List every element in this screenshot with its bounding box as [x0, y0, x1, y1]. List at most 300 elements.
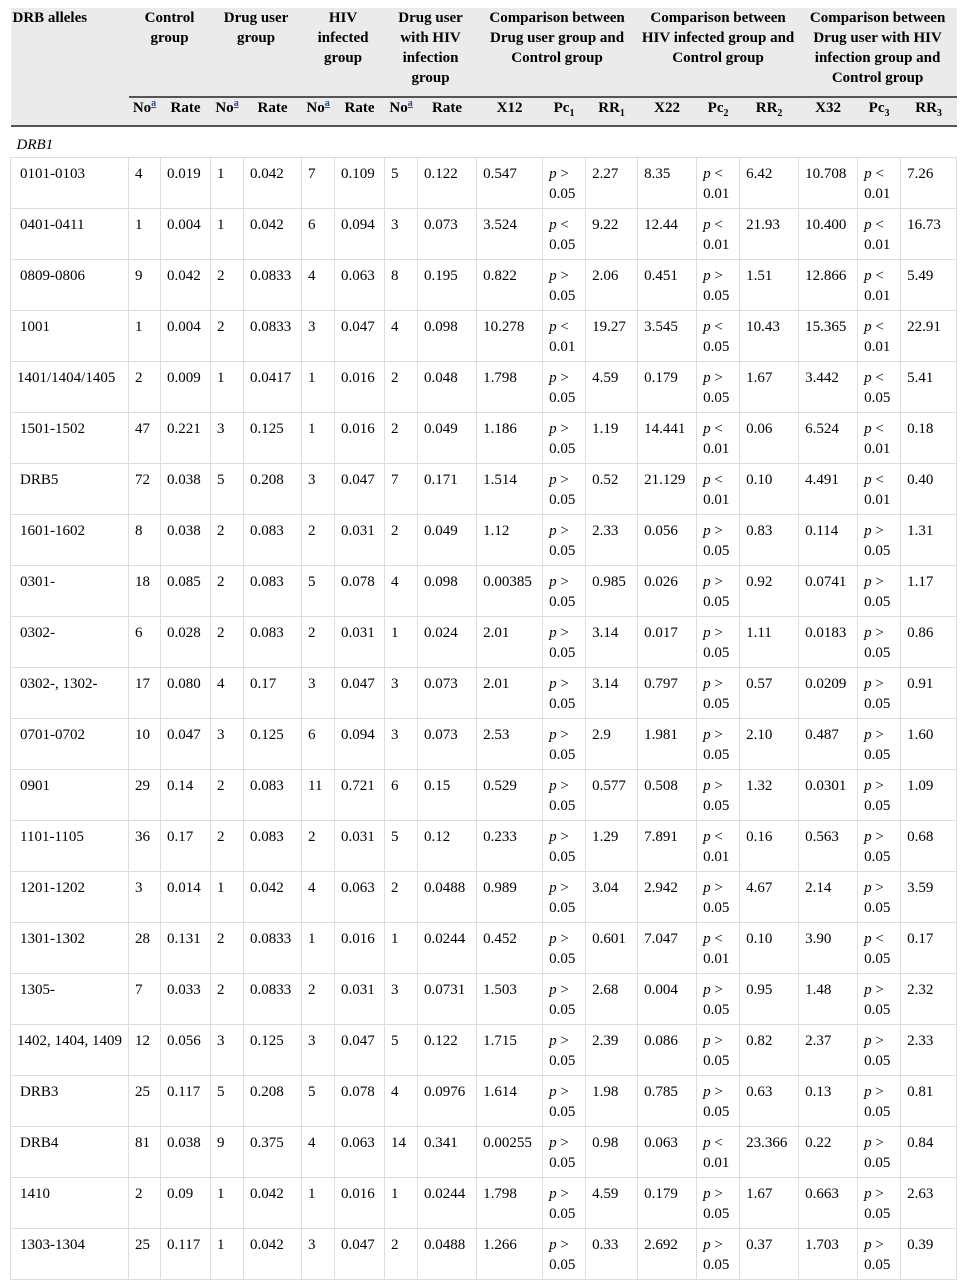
cell-hiv-no: 1 — [302, 412, 335, 463]
cell-rr1: 1.19 — [586, 412, 638, 463]
cell-control-rate: 0.09 — [161, 1177, 211, 1228]
cell-rr1: 0.577 — [586, 769, 638, 820]
cell-rr3: 2.32 — [901, 973, 957, 1024]
cell-pc1 — [543, 1024, 586, 1075]
cell-drug-no: 1 — [211, 208, 244, 259]
p-value: < 0.01 — [703, 828, 730, 865]
cell-x32: 0.0301 — [799, 769, 858, 820]
cell-drug-no: 3 — [211, 412, 244, 463]
cell-rr1: 2.68 — [586, 973, 638, 1024]
table-row — [11, 1126, 957, 1177]
cell-x32: 1.703 — [799, 1228, 858, 1279]
cell-pc3 — [858, 616, 901, 667]
allele-cell: 0302- — [11, 616, 129, 667]
cell-pc2 — [697, 871, 740, 922]
cell-pc1 — [543, 463, 586, 514]
cell-drug-no: 2 — [211, 514, 244, 565]
cell-hiv-rate: 0.047 — [335, 1024, 385, 1075]
cell-drug-no: 4 — [211, 667, 244, 718]
cell-drughiv-rate: 0.049 — [418, 514, 477, 565]
cell-rr1: 4.59 — [586, 1177, 638, 1228]
cell-control-no: 81 — [129, 1126, 161, 1177]
cell-x12: 3.524 — [477, 208, 543, 259]
footnote-a-link[interactable]: a — [233, 98, 239, 109]
cell-pc1 — [543, 412, 586, 463]
cell-pc2 — [697, 718, 740, 769]
p-symbol: p — [549, 573, 557, 590]
cell-drughiv-no: 5 — [385, 1024, 418, 1075]
cell-x22: 0.056 — [638, 514, 697, 565]
cell-pc3 — [858, 565, 901, 616]
cell-rr3: 0.18 — [901, 412, 957, 463]
p-symbol: p — [549, 726, 557, 743]
subheader-no: No$^a$ — [385, 97, 418, 126]
p-value: > 0.05 — [549, 624, 576, 661]
cell-pc3 — [858, 310, 901, 361]
p-symbol: p — [703, 318, 711, 335]
cell-control-no: 1 — [129, 310, 161, 361]
cell-x22: 0.026 — [638, 565, 697, 616]
cell-pc1 — [543, 259, 586, 310]
cell-control-no: 25 — [129, 1075, 161, 1126]
p-symbol: p — [703, 1083, 711, 1100]
cell-drug-no: 3 — [211, 718, 244, 769]
cell-control-rate: 0.117 — [161, 1228, 211, 1279]
cell-hiv-rate: 0.078 — [335, 565, 385, 616]
cell-pc2 — [697, 667, 740, 718]
cell-hiv-no: 2 — [302, 820, 335, 871]
cell-x22: 21.129 — [638, 463, 697, 514]
cell-x12: 1.503 — [477, 973, 543, 1024]
cell-pc1 — [543, 616, 586, 667]
p-symbol: p — [703, 1134, 711, 1151]
cell-pc1 — [543, 922, 586, 973]
p-symbol: p — [549, 828, 557, 845]
p-value: < 0.01 — [703, 420, 730, 457]
cell-rr1: 3.14 — [586, 667, 638, 718]
cell-control-no: 25 — [129, 1228, 161, 1279]
cell-pc2 — [697, 514, 740, 565]
cell-hiv-no: 4 — [302, 1126, 335, 1177]
cell-rr1: 4.59 — [586, 361, 638, 412]
table-row — [11, 1075, 957, 1126]
cell-rr2: 0.82 — [740, 1024, 799, 1075]
cell-drughiv-rate: 0.049 — [418, 412, 477, 463]
subheader-no: No$^a$ — [211, 97, 244, 126]
cell-pc1 — [543, 310, 586, 361]
cell-pc3 — [858, 361, 901, 412]
cell-control-rate: 0.047 — [161, 718, 211, 769]
cell-pc2 — [697, 310, 740, 361]
cell-control-rate: 0.033 — [161, 973, 211, 1024]
cell-hiv-no: 1 — [302, 1177, 335, 1228]
p-symbol: p — [864, 981, 872, 998]
cell-drughiv-rate: 0.0488 — [418, 871, 477, 922]
cell-control-rate: 0.009 — [161, 361, 211, 412]
cell-pc2 — [697, 259, 740, 310]
cell-control-no: 12 — [129, 1024, 161, 1075]
cell-drug-rate: 0.083 — [244, 820, 302, 871]
cell-pc2 — [697, 769, 740, 820]
p-symbol: p — [703, 726, 711, 743]
p-symbol: p — [703, 1236, 711, 1253]
p-symbol: p — [549, 522, 557, 539]
cell-hiv-no: 3 — [302, 1024, 335, 1075]
p-symbol: p — [549, 318, 557, 335]
cell-drug-rate: 0.083 — [244, 565, 302, 616]
cell-x22: 7.891 — [638, 820, 697, 871]
p-symbol: p — [703, 675, 711, 692]
p-symbol: p — [703, 165, 711, 182]
cell-control-no: 4 — [129, 157, 161, 208]
allele-cell: 1501-1502 — [11, 412, 129, 463]
p-value: > 0.05 — [864, 726, 891, 763]
cell-pc1 — [543, 157, 586, 208]
cell-rr1: 0.601 — [586, 922, 638, 973]
cell-control-no: 47 — [129, 412, 161, 463]
cell-x32: 15.365 — [799, 310, 858, 361]
table-row — [11, 157, 957, 208]
cell-hiv-rate: 0.016 — [335, 1177, 385, 1228]
cell-pc1 — [543, 361, 586, 412]
cell-rr3: 0.68 — [901, 820, 957, 871]
cell-drughiv-no: 5 — [385, 820, 418, 871]
allele-cell: 0301- — [11, 565, 129, 616]
cell-drughiv-rate: 0.122 — [418, 1024, 477, 1075]
cell-pc3 — [858, 871, 901, 922]
cell-x32: 3.442 — [799, 361, 858, 412]
cell-x12: 2.01 — [477, 667, 543, 718]
cell-rr1: 2.33 — [586, 514, 638, 565]
cell-drughiv-no: 2 — [385, 514, 418, 565]
cell-hiv-rate: 0.047 — [335, 310, 385, 361]
cell-x12: 1.514 — [477, 463, 543, 514]
cell-pc2 — [697, 412, 740, 463]
p-value: < 0.01 — [864, 318, 891, 355]
cell-rr2: 4.67 — [740, 871, 799, 922]
header-drug-user-hiv-group: Drug user with HIV infection group — [385, 8, 477, 97]
p-value: > 0.05 — [703, 522, 730, 559]
p-value: > 0.05 — [703, 573, 730, 610]
cell-pc1 — [543, 973, 586, 1024]
subheader-x22: X22 — [638, 97, 697, 126]
cell-pc2 — [697, 463, 740, 514]
cell-drug-no: 2 — [211, 259, 244, 310]
cell-pc3 — [858, 769, 901, 820]
p-value: > 0.05 — [864, 777, 891, 814]
section-row — [11, 126, 957, 157]
cell-rr3: 0.40 — [901, 463, 957, 514]
cell-drug-no: 2 — [211, 922, 244, 973]
cell-drughiv-rate: 0.073 — [418, 667, 477, 718]
allele-cell: 0809-0806 — [11, 259, 129, 310]
cell-drughiv-rate: 0.195 — [418, 259, 477, 310]
footnote-a-link[interactable]: a — [151, 98, 157, 109]
cell-rr3: 22.91 — [901, 310, 957, 361]
cell-x22: 1.981 — [638, 718, 697, 769]
p-value: > 0.05 — [864, 879, 891, 916]
cell-pc1 — [543, 208, 586, 259]
cell-hiv-no: 6 — [302, 718, 335, 769]
cell-x12: 2.53 — [477, 718, 543, 769]
p-symbol: p — [549, 267, 557, 284]
allele-cell: 0401-0411 — [11, 208, 129, 259]
p-value: < 0.01 — [864, 165, 891, 202]
cell-drug-rate: 0.042 — [244, 1228, 302, 1279]
cell-drughiv-no: 3 — [385, 208, 418, 259]
cell-rr3: 0.86 — [901, 616, 957, 667]
header-hiv-infected-group: HIV infected group — [302, 8, 385, 97]
p-symbol: p — [703, 471, 711, 488]
p-symbol: p — [703, 267, 711, 284]
p-symbol: p — [549, 1236, 557, 1253]
cell-hiv-no: 2 — [302, 973, 335, 1024]
cell-drug-rate: 0.083 — [244, 616, 302, 667]
cell-x32: 0.114 — [799, 514, 858, 565]
p-value: < 0.01 — [703, 471, 730, 508]
cell-x32: 10.400 — [799, 208, 858, 259]
cell-control-no: 6 — [129, 616, 161, 667]
section-label-drb1: DRB1 — [11, 126, 957, 157]
allele-cell: 1601-1602 — [11, 514, 129, 565]
cell-control-no: 36 — [129, 820, 161, 871]
cell-x32: 2.14 — [799, 871, 858, 922]
p-value: > 0.05 — [864, 1032, 891, 1069]
cell-rr3: 3.59 — [901, 871, 957, 922]
cell-hiv-rate: 0.047 — [335, 463, 385, 514]
p-value: > 0.05 — [549, 471, 576, 508]
cell-rr3: 7.26 — [901, 157, 957, 208]
cell-pc1 — [543, 667, 586, 718]
footnote-a-link[interactable]: a — [407, 98, 413, 109]
cell-pc3 — [858, 514, 901, 565]
cell-x32: 0.563 — [799, 820, 858, 871]
table-row — [11, 769, 957, 820]
cell-drug-rate: 0.0417 — [244, 361, 302, 412]
cell-pc3 — [858, 1075, 901, 1126]
cell-pc2 — [697, 973, 740, 1024]
p-value: > 0.05 — [549, 726, 576, 763]
cell-x12: 0.822 — [477, 259, 543, 310]
cell-rr2: 0.95 — [740, 973, 799, 1024]
table-row — [11, 514, 957, 565]
p-symbol: p — [864, 726, 872, 743]
p-value: > 0.05 — [703, 267, 730, 304]
p-value: > 0.05 — [703, 675, 730, 712]
cell-control-rate: 0.17 — [161, 820, 211, 871]
p-symbol: p — [864, 369, 872, 386]
p-symbol: p — [864, 267, 872, 284]
allele-cell: 1410 — [11, 1177, 129, 1228]
cell-drughiv-rate: 0.0244 — [418, 1177, 477, 1228]
p-value: > 0.05 — [549, 981, 576, 1018]
cell-control-rate: 0.004 — [161, 208, 211, 259]
cell-drug-rate: 0.0833 — [244, 973, 302, 1024]
cell-drug-rate: 0.375 — [244, 1126, 302, 1177]
cell-pc3 — [858, 922, 901, 973]
cell-x32: 4.491 — [799, 463, 858, 514]
cell-pc2 — [697, 616, 740, 667]
cell-hiv-rate: 0.031 — [335, 820, 385, 871]
allele-cell: 0101-0103 — [11, 157, 129, 208]
p-symbol: p — [864, 1134, 872, 1151]
cell-hiv-no: 2 — [302, 616, 335, 667]
p-value: < 0.01 — [703, 930, 730, 967]
p-symbol: p — [703, 522, 711, 539]
p-value: < 0.01 — [864, 216, 891, 253]
cell-rr2: 21.93 — [740, 208, 799, 259]
p-value: > 0.05 — [864, 522, 891, 559]
cell-control-no: 9 — [129, 259, 161, 310]
cell-drug-rate: 0.125 — [244, 718, 302, 769]
cell-drughiv-no: 1 — [385, 616, 418, 667]
cell-x12: 0.00385 — [477, 565, 543, 616]
cell-pc3 — [858, 1177, 901, 1228]
cell-drughiv-rate: 0.048 — [418, 361, 477, 412]
p-symbol: p — [864, 216, 872, 233]
cell-rr2: 23.366 — [740, 1126, 799, 1177]
cell-pc1 — [543, 1126, 586, 1177]
cell-drughiv-no: 8 — [385, 259, 418, 310]
cell-rr2: 0.57 — [740, 667, 799, 718]
cell-pc3 — [858, 259, 901, 310]
cell-control-no: 10 — [129, 718, 161, 769]
cell-rr3: 16.73 — [901, 208, 957, 259]
p-symbol: p — [864, 471, 872, 488]
cell-x12: 0.00255 — [477, 1126, 543, 1177]
cell-drug-no: 1 — [211, 1228, 244, 1279]
cell-drug-rate: 0.208 — [244, 463, 302, 514]
cell-rr1: 2.9 — [586, 718, 638, 769]
cell-x12: 1.186 — [477, 412, 543, 463]
cell-x22: 0.179 — [638, 361, 697, 412]
cell-pc3 — [858, 1126, 901, 1177]
cell-x22: 0.063 — [638, 1126, 697, 1177]
cell-drughiv-no: 3 — [385, 667, 418, 718]
cell-rr2: 2.10 — [740, 718, 799, 769]
allele-cell: 0302-, 1302- — [11, 667, 129, 718]
cell-control-no: 17 — [129, 667, 161, 718]
p-value: > 0.05 — [864, 573, 891, 610]
allele-cell: 1402, 1404, 1409 — [11, 1024, 129, 1075]
cell-x12: 1.12 — [477, 514, 543, 565]
cell-pc2 — [697, 1228, 740, 1279]
cell-control-no: 8 — [129, 514, 161, 565]
cell-hiv-rate: 0.016 — [335, 361, 385, 412]
p-symbol: p — [864, 1032, 872, 1049]
p-symbol: p — [864, 165, 872, 182]
subheader-no: No$^a$ — [129, 97, 161, 126]
cell-drug-rate: 0.083 — [244, 769, 302, 820]
cell-hiv-rate: 0.031 — [335, 616, 385, 667]
subheader-pc2: $Pc_2$ — [697, 97, 740, 126]
p-value: > 0.05 — [549, 522, 576, 559]
cell-control-rate: 0.14 — [161, 769, 211, 820]
cell-rr3: 5.49 — [901, 259, 957, 310]
cell-x22: 0.451 — [638, 259, 697, 310]
p-symbol: p — [864, 930, 872, 947]
p-value: > 0.05 — [549, 267, 576, 304]
cell-drug-no: 1 — [211, 157, 244, 208]
cell-rr3: 2.33 — [901, 1024, 957, 1075]
cell-control-no: 29 — [129, 769, 161, 820]
cell-x12: 1.266 — [477, 1228, 543, 1279]
cell-drug-rate: 0.042 — [244, 871, 302, 922]
p-value: > 0.05 — [864, 1185, 891, 1222]
allele-cell: 1401/1404/1405 — [11, 361, 129, 412]
cell-rr2: 0.06 — [740, 412, 799, 463]
p-value: > 0.05 — [549, 1185, 576, 1222]
p-symbol: p — [864, 828, 872, 845]
cell-pc1 — [543, 514, 586, 565]
cell-drug-no: 5 — [211, 463, 244, 514]
table-row — [11, 310, 957, 361]
cell-pc3 — [858, 973, 901, 1024]
p-value: > 0.05 — [703, 369, 730, 406]
cell-drug-no: 2 — [211, 973, 244, 1024]
cell-x32: 6.524 — [799, 412, 858, 463]
cell-drughiv-no: 4 — [385, 1075, 418, 1126]
cell-hiv-rate: 0.721 — [335, 769, 385, 820]
cell-drughiv-rate: 0.024 — [418, 616, 477, 667]
p-symbol: p — [703, 1032, 711, 1049]
table-row — [11, 259, 957, 310]
p-value: > 0.05 — [703, 777, 730, 814]
cell-rr3: 0.81 — [901, 1075, 957, 1126]
p-value: < 0.05 — [549, 216, 576, 253]
p-symbol: p — [864, 1236, 872, 1253]
cell-rr1: 2.27 — [586, 157, 638, 208]
p-value: < 0.05 — [703, 318, 730, 355]
cell-control-no: 72 — [129, 463, 161, 514]
p-value: > 0.05 — [703, 726, 730, 763]
cell-drughiv-no: 4 — [385, 310, 418, 361]
p-value: > 0.05 — [703, 1083, 730, 1120]
cell-drug-rate: 0.0833 — [244, 259, 302, 310]
footnote-a-link[interactable]: a — [324, 98, 330, 109]
cell-hiv-no: 11 — [302, 769, 335, 820]
p-value: > 0.05 — [703, 624, 730, 661]
cell-drughiv-no: 2 — [385, 412, 418, 463]
cell-pc3 — [858, 208, 901, 259]
cell-rr1: 9.22 — [586, 208, 638, 259]
cell-pc1 — [543, 1177, 586, 1228]
cell-pc2 — [697, 922, 740, 973]
p-symbol: p — [549, 981, 557, 998]
p-value: > 0.05 — [864, 1083, 891, 1120]
cell-pc1 — [543, 820, 586, 871]
cell-pc3 — [858, 1024, 901, 1075]
cell-hiv-no: 3 — [302, 667, 335, 718]
header-comparison-3: Comparison between Drug user with HIV infection group and Control group — [799, 8, 957, 97]
cell-drug-rate: 0.042 — [244, 1177, 302, 1228]
cell-pc2 — [697, 1177, 740, 1228]
table-row — [11, 1228, 957, 1279]
p-value: > 0.05 — [549, 573, 576, 610]
cell-rr2: 0.10 — [740, 463, 799, 514]
cell-pc2 — [697, 565, 740, 616]
cell-x32: 0.0209 — [799, 667, 858, 718]
p-symbol: p — [864, 420, 872, 437]
subheader-rate: Rate — [161, 97, 211, 126]
cell-pc2 — [697, 157, 740, 208]
cell-control-no: 2 — [129, 1177, 161, 1228]
cell-rr3: 0.17 — [901, 922, 957, 973]
cell-x32: 0.487 — [799, 718, 858, 769]
cell-drug-no: 2 — [211, 769, 244, 820]
cell-drughiv-rate: 0.341 — [418, 1126, 477, 1177]
cell-rr1: 0.52 — [586, 463, 638, 514]
